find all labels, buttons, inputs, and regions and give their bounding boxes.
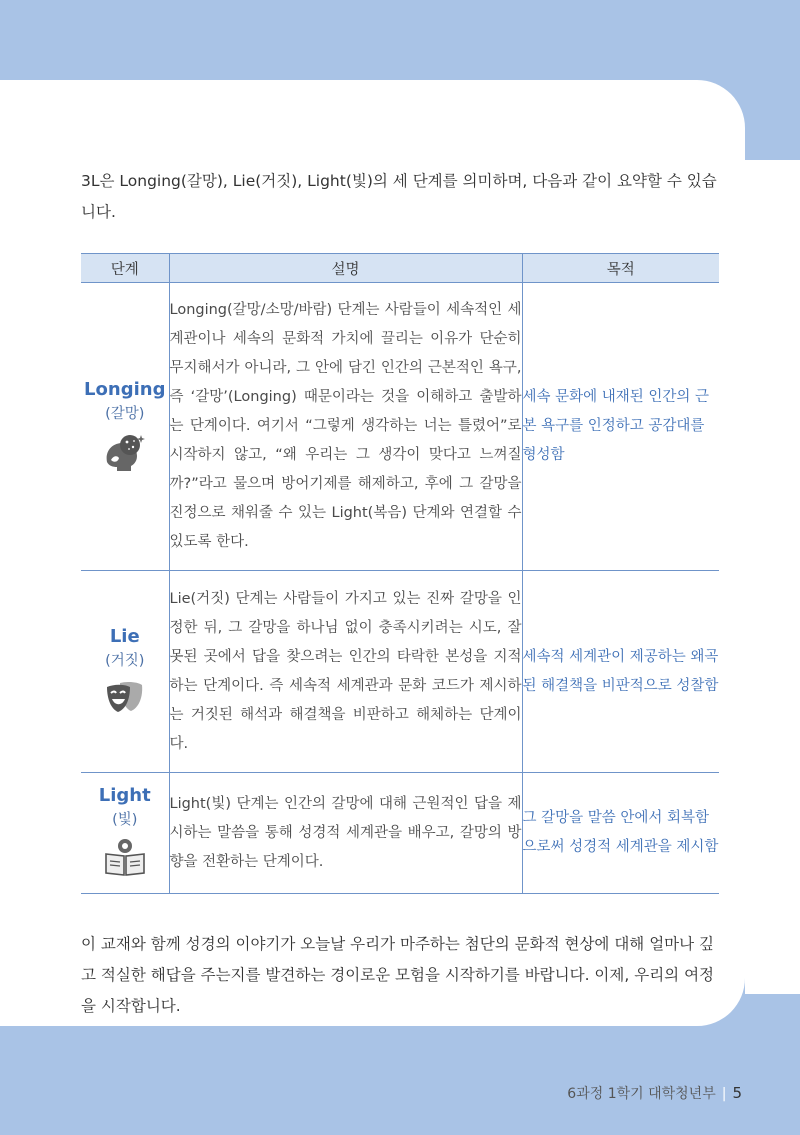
table-row-longing — [81, 283, 719, 571]
purpose-cell: 그 갈망을 말씀 안에서 회복함으로써 성경적 세계관을 제시함 — [522, 773, 719, 894]
table-row-light — [81, 773, 719, 894]
outro-paragraph: 이 교재와 함께 성경의 이야기가 오늘날 우리가 마주하는 첨단의 문화적 현상에 대해 얼마나 깊고 적실한 해답을 주는지를 발견하는 경이로운 모험을 시작하기를 바랍니다. 이제, 우리의 여정을 시작합니다. — [81, 935, 715, 1015]
footer-course: 6과정 1학기 대학청년부 — [567, 1086, 716, 1102]
stage-name: Lie — [109, 625, 140, 647]
stage-cell — [81, 571, 169, 773]
table-header-row — [81, 254, 719, 283]
open-book-light-icon — [103, 838, 147, 882]
page-number: 5 — [732, 1084, 742, 1102]
stage-korean: (갈망) — [105, 405, 145, 422]
intro-paragraph: 3L은 Longing(갈망), Lie(거짓), Light(빛)의 세 단계를 의미하며, 다음과 같이 요약할 수 있습니다. — [81, 172, 717, 221]
header-stage: 단계 — [81, 254, 169, 283]
page-sheet-edge — [745, 160, 800, 994]
description-cell: Longing(갈망/소망/바람) 단계는 사람들이 세속적인 세계관이나 세속의 문화적 가치에 끌리는 이유가 단순히 무지해서가 아니라, 그 안에 담긴 인간의 근본적인 욕구, 즉 ‘갈망’(Longing) 때문이라는 것을 이해하고 출발하는 단계이다. 여기서 “그렇게 생각하는 너는 틀렸어”로 시작하지 않고, “왜 우리는 그 생각이 맞다고 느껴질까?”라고 물으며 방어기제를 해제하고, 후에 그 갈망을 진정으로 채워줄 수 있는 Light(복음) 단계와 연결할 수 있도록 한다. — [169, 283, 522, 571]
purpose-cell: 세속 문화에 내재된 인간의 근본 욕구를 인정하고 공감대를 형성함 — [522, 283, 719, 571]
head-thinking-icon — [103, 432, 147, 476]
theater-mask-icon — [104, 679, 146, 719]
table-row-lie — [81, 571, 719, 773]
stage-korean: (거짓) — [105, 652, 145, 669]
stages-table — [81, 253, 719, 894]
stage-name: Longing — [84, 378, 166, 400]
stage-name: Light — [98, 785, 151, 806]
footer-separator: | — [721, 1086, 727, 1102]
header-purpose: 목적 — [522, 254, 719, 283]
description-cell: Lie(거짓) 단계는 사람들이 가지고 있는 진짜 갈망을 인정한 뒤, 그 갈망을 하나님 없이 충족시키려는 시도, 잘못된 곳에서 답을 찾으려는 인간의 타락한 본성을 지적하는 단계이다. 즉 세속적 세계관과 문화 코드가 제시하는 거짓된 해석과 해결책을 비판하고 해체하는 단계이다. — [169, 571, 522, 773]
page-footer — [567, 1083, 742, 1103]
header-description: 설명 — [169, 254, 522, 283]
stage-korean: (빛) — [112, 812, 138, 828]
description-cell: Light(빛) 단계는 인간의 갈망에 대해 근원적인 답을 제시하는 말씀을 통해 성경적 세계관을 배우고, 갈망의 방향을 전환하는 단계이다. — [169, 773, 522, 894]
stage-cell — [81, 283, 169, 571]
stage-cell — [81, 773, 169, 894]
purpose-cell: 세속적 세계관이 제공하는 왜곡된 해결책을 비판적으로 성찰함 — [522, 571, 719, 773]
